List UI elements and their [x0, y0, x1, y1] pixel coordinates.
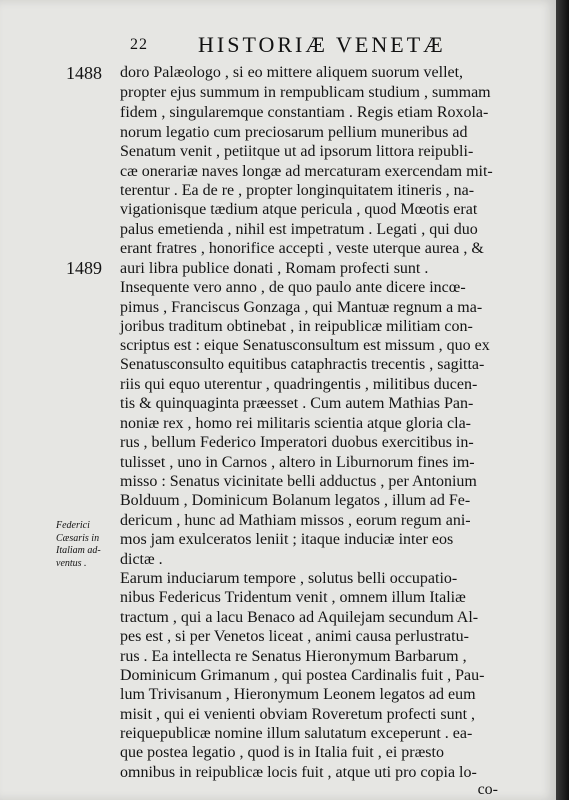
page-number: 22	[130, 36, 148, 53]
text-line: propter ejus summum in rempublicam studium , summam	[120, 84, 491, 101]
text-line: misit , qui ei venienti obviam Roveretum profecti sunt ,	[120, 706, 476, 723]
text-line: pimus , Franciscus Gonzaga , qui Mantuæ regnum a ma-	[120, 299, 483, 316]
text-line: norum legatio cum preciosarum pellium muneribus ad	[120, 124, 468, 141]
text-line: Bolduum , Dominicum Bolanum legatos , illum ad Fe-	[120, 492, 471, 509]
text-line: nibus Federicus Tridentum venit , omnem illum Italiæ	[120, 589, 466, 606]
text-line: reiquepublicæ nomine illum salutatum exceperunt . ea-	[120, 725, 473, 742]
text-line: Earum induciarum tempore , solutus belli occupatio-	[120, 570, 458, 587]
text-line: lum Trivisanum , Hieronymum Leonem legatos ad eum	[120, 686, 476, 703]
text-line: doro Palæologo , si eo mittere aliquem suorum vellet,	[120, 64, 464, 81]
text-line: que postea legatio , quod is in Italia fuit , ei præsto	[120, 744, 444, 761]
text-line: dericum , hunc ad Mathiam missos , eorum regum ani-	[120, 512, 471, 529]
text-line: riis qui equo uterentur , quadringentis , militibus ducen-	[120, 376, 478, 393]
text-line: palus emetienda , nihil est impetratum . Legati , qui duo	[120, 221, 478, 238]
text-line: mos jam exulceratos leniit ; itaque induciæ inter eos	[120, 531, 454, 548]
text-line: tulisset , uno in Carnos , altero in Liburnorum fines im-	[120, 454, 475, 471]
running-head: HISTORIÆ VENETÆ	[198, 32, 446, 57]
text-line: rus , bellum Federico Imperatori duobus exercitibus in-	[120, 434, 474, 451]
text-line: joribus traditum obtinebat , in reipublicæ militiam con-	[120, 318, 473, 335]
text-line: Senatum venit , petiitque ut ad ipsorum littora reipubli-	[120, 143, 474, 160]
text-line: noniæ rex , homo rei militaris scientia atque gloria cla-	[120, 415, 472, 432]
year-marginal-1489: 1489	[66, 258, 102, 278]
marginal-note-line: Federici	[56, 520, 90, 531]
catchword: co-	[477, 781, 498, 798]
text-line: fidem , singularemque constantiam . Regis etiam Roxola-	[120, 104, 489, 121]
text-line: pes est , si per Venetos liceat , animi causa perlustratu-	[120, 628, 469, 645]
text-line: cæ onerariæ naves longæ ad mercaturam exercendam mit-	[120, 163, 493, 180]
text-line: misso : Senatus vicinitate belli adductus , per Antonium	[120, 473, 477, 490]
page-edge-shadow	[556, 0, 569, 800]
text-line: Insequente vero anno , de quo paulo ante dicere incœ-	[120, 279, 466, 296]
text-line: rus . Ea intellecta re Senatus Hieronymum Barbarum ,	[120, 648, 467, 665]
text-line: Senatusconsulto equitibus cataphractis trecentis , sagitta-	[120, 356, 485, 373]
year-marginal-1488: 1488	[66, 63, 102, 83]
marginal-note	[56, 520, 120, 570]
marginal-note-line: Italiam ad-	[56, 545, 101, 556]
text-line: vigationisque tædium atque pericula , quod Mœotis erat	[120, 201, 478, 218]
marginal-note-line: ventus .	[56, 557, 87, 569]
text-line: tis & quinquaginta præesset . Cum autem Mathias Pan-	[120, 395, 474, 412]
marginal-note-line: Cæsaris in	[56, 532, 100, 544]
text-line: auri libra publice donati , Romam profecti sunt .	[120, 260, 429, 277]
text-line: omnibus in reipublicæ locis fuit , atque uti pro copia lo-	[120, 764, 477, 781]
text-line: scriptus est : eique Senatusconsultum est missum , quo ex	[120, 337, 490, 354]
text-line: tractum , qui a lacu Benaco ad Aquilejam secundum Al-	[120, 609, 479, 626]
text-line: dictæ .	[120, 551, 163, 568]
text-line: erant fratres , honorifice accepti , veste uterque aurea , &	[120, 240, 484, 257]
text-line: Dominicum Grimanum , qui postea Cardinalis fuit , Pau-	[120, 667, 485, 684]
text-line: terentur . Ea de re , propter longinquitatem itineris , na-	[120, 182, 475, 199]
